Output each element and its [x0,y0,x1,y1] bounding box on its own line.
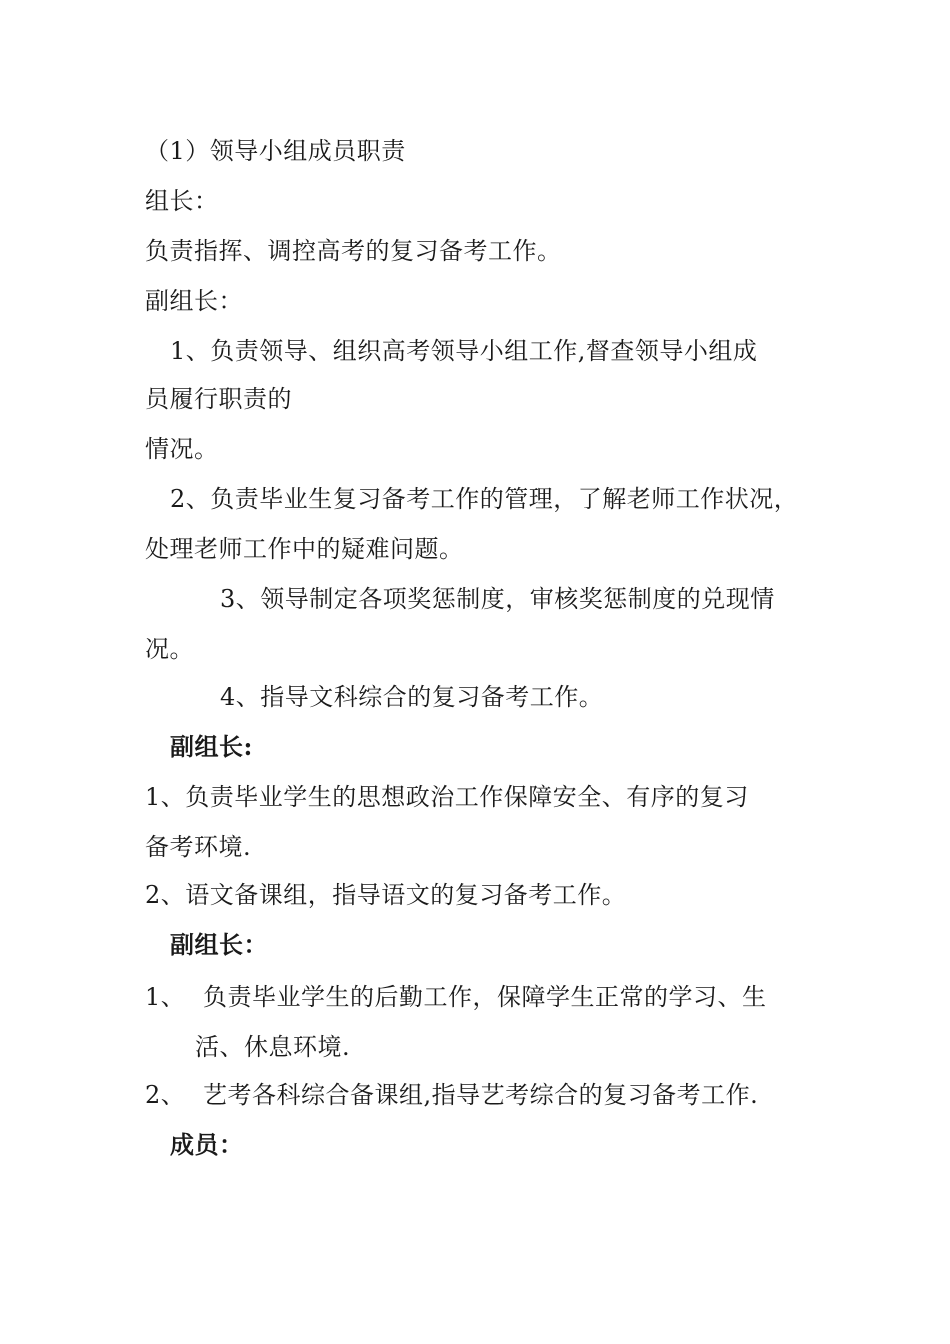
deputy1-item3-line2: 况。 [145,635,194,663]
deputy1-label: 副组长： [145,287,243,315]
deputy1-item2-line2: 处理老师工作中的疑难问题。 [145,535,464,563]
deputy1-item1-line2: 员履行职责的 [145,385,292,413]
deputy1-item4: 4、指导文科综合的复习备考工作。 [220,683,604,711]
deputy3-item2-number: 2、 [145,1081,186,1109]
deputy3-item1-line1: 负责毕业学生的后勤工作，保障学生正常的学习、生 [203,983,767,1011]
deputy3-item1-line2: 活、休息环境. [195,1033,351,1061]
deputy2-item2: 2、语文备课组，指导语文的复习备考工作。 [145,881,627,909]
deputy1-item3-line1: 3、领导制定各项奖惩制度，审核奖惩制度的兑现情 [220,585,775,613]
deputy1-item1-line3: 情况。 [145,435,219,463]
leader-label: 组长： [145,187,219,215]
deputy2-item1-line1: 1、负责毕业学生的思想政治工作保障安全、有序的复习 [145,783,749,811]
deputy3-item1-number: 1、 [145,983,186,1011]
deputy2-item1-line2: 备考环境. [145,833,252,861]
deputy3-item2-line1: 艺考各科综合备课组,指导艺考综合的复习备考工作. [203,1081,759,1109]
section-heading: （1）领导小组成员职责 [145,137,406,165]
deputy1-item1-line1: 1、负责领导、组织高考领导小组工作,督查领导小组成 [170,337,758,365]
members-label: 成员： [170,1130,244,1159]
deputy3-label: 副组长： [170,930,268,959]
leader-duty: 负责指挥、调控高考的复习备考工作。 [145,237,562,265]
deputy1-item2-line1: 2、负责毕业生复习备考工作的管理，了解老师工作状况， [170,485,799,513]
deputy2-label: 副组长: [170,732,253,761]
